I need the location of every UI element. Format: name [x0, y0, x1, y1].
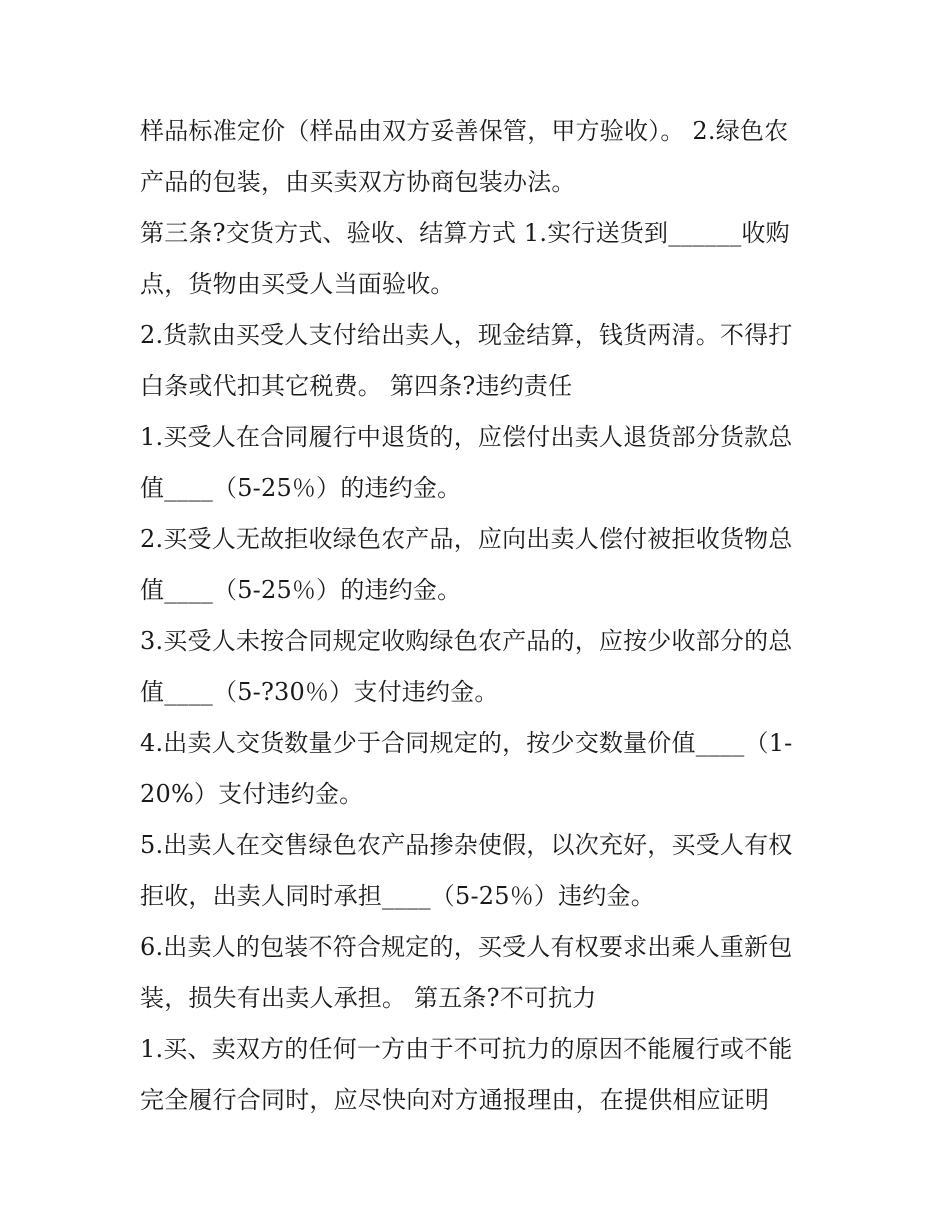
- text-line: 第三条?交货方式、验收、结算方式 1.实行送货到______收购: [140, 219, 790, 247]
- text-line: 白条或代扣其它税费。 第四条?违约责任: [140, 372, 573, 400]
- text-line: 点，货物由买受人当面验收。: [140, 270, 455, 298]
- text-line: 装，损失有出卖人承担。 第五条?不可抗力: [140, 984, 597, 1012]
- text-line: 完全履行合同时，应尽快向对方通报理由，在提供相应证明: [140, 1086, 770, 1114]
- text-line: 样品标准定价（样品由双方妥善保管，甲方验收）。 2.绿色农: [140, 117, 789, 145]
- text-line: 3.买受人未按合同规定收购绿色农产品的，应按少收部分的总: [140, 627, 793, 655]
- text-line: 2.买受人无故拒收绿色农产品，应向出卖人偿付被拒收货物总: [140, 525, 793, 553]
- text-line: 值____（5-?30％）支付违约金。: [140, 678, 499, 706]
- text-line: 20%）支付违约金。: [140, 780, 364, 808]
- text-line: 5.出卖人在交售绿色农产品掺杂使假，以次充好，买受人有权: [140, 831, 793, 859]
- text-line: 值____（5-25％）的违约金。: [140, 474, 462, 502]
- text-line: 1.买、卖双方的任何一方由于不可抗力的原因不能履行或不能: [140, 1035, 793, 1063]
- text-line: 6.出卖人的包装不符合规定的，买受人有权要求出乘人重新包: [140, 933, 793, 961]
- text-line: 值____（5-25％）的违约金。: [140, 576, 462, 604]
- text-line: 4.出卖人交货数量少于合同规定的，按少交数量价值____（1-: [140, 729, 793, 757]
- text-line: 2.货款由买受人支付给出卖人，现金结算，钱货两清。不得打: [140, 321, 793, 349]
- text-line: 1.买受人在合同履行中退货的，应偿付出卖人退货部分货款总: [140, 423, 793, 451]
- text-line: 拒收，出卖人同时承担____（5-25％）违约金。: [140, 882, 655, 910]
- text-line: 产品的包装，由买卖双方协商包装办法。: [140, 168, 576, 196]
- document-body: [140, 106, 820, 1126]
